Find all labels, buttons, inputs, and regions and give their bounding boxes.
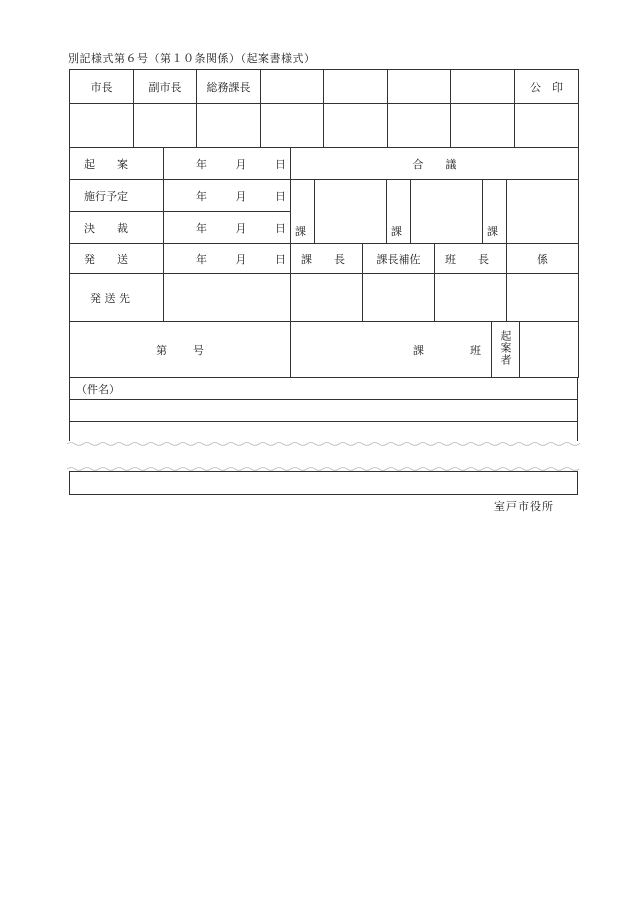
document-title: 別記様式第６号（第１０条関係）（起案書様式） [68, 52, 316, 65]
bottom-table [69, 471, 578, 495]
dates-table [69, 147, 579, 244]
approval-table [69, 69, 579, 148]
section-team-field[interactable]: 課 班 [291, 322, 492, 378]
seal-stamp-box[interactable] [515, 104, 579, 148]
dispatch-date-field[interactable]: 年 月 日 [164, 244, 291, 274]
dispatch-destination-field[interactable] [164, 274, 291, 322]
document-number-field[interactable]: 第 号 [70, 322, 291, 378]
consultation-stamp-2[interactable] [411, 180, 483, 244]
dispatch-destination-label: 発 送 先 [70, 274, 164, 322]
consultation-section-2: 課 [387, 180, 411, 244]
consultation-section-1: 課 [291, 180, 315, 244]
stamp-box[interactable] [324, 104, 388, 148]
subject-label: （件名） [70, 378, 578, 400]
assistant-chief-stamp[interactable] [363, 274, 435, 322]
blank-header-cell [324, 70, 388, 104]
consultation-stamp-3[interactable] [507, 180, 579, 244]
seal-header: 公 印 [515, 70, 579, 104]
mayor-header: 市長 [70, 70, 134, 104]
team-leader-stamp[interactable] [435, 274, 507, 322]
deputy-mayor-stamp-box[interactable] [134, 104, 197, 148]
consultation-stamp-1[interactable] [315, 180, 387, 244]
subject-table [69, 377, 578, 446]
issuer-name: 室戸市役所 [494, 500, 554, 513]
subject-line-final[interactable] [70, 472, 578, 495]
assistant-chief-header: 課長補佐 [363, 244, 435, 274]
team-leader-header: 班 長 [435, 244, 507, 274]
deputy-mayor-header: 副市長 [134, 70, 197, 104]
drafter-name-field[interactable] [520, 322, 579, 378]
subject-line[interactable] [70, 400, 578, 422]
number-table [69, 321, 579, 378]
blank-header-cell [388, 70, 451, 104]
section-chief-header: 課 長 [291, 244, 363, 274]
decision-date-label: 決 裁 [70, 212, 164, 244]
dispatch-destination-table [69, 273, 579, 322]
dispatch-date-label: 発 送 [70, 244, 164, 274]
mayor-stamp-box[interactable] [70, 104, 134, 148]
enforcement-date-field[interactable]: 年 月 日 [164, 180, 291, 212]
stamp-box[interactable] [261, 104, 324, 148]
section-chief-stamp[interactable] [291, 274, 363, 322]
decision-date-field[interactable]: 年 月 日 [164, 212, 291, 244]
draft-date-field[interactable]: 年 月 日 [164, 148, 291, 180]
staff-stamp[interactable] [507, 274, 579, 322]
general-affairs-chief-stamp-box[interactable] [197, 104, 261, 148]
blank-header-cell [451, 70, 515, 104]
drafter-label: 起案者 [492, 322, 520, 378]
consultation-section-3: 課 [483, 180, 507, 244]
consultation-header: 合 議 [291, 148, 579, 180]
wavy-break-lines [67, 441, 580, 471]
blank-header-cell [261, 70, 324, 104]
enforcement-date-label: 施行予定 [70, 180, 164, 212]
general-affairs-chief-header: 総務課長 [197, 70, 261, 104]
staff-header: 係 [507, 244, 579, 274]
stamp-box[interactable] [451, 104, 515, 148]
stamp-box[interactable] [388, 104, 451, 148]
draft-date-label: 起 案 [70, 148, 164, 180]
dispatch-table [69, 243, 579, 274]
page-break-indicator [67, 441, 580, 471]
